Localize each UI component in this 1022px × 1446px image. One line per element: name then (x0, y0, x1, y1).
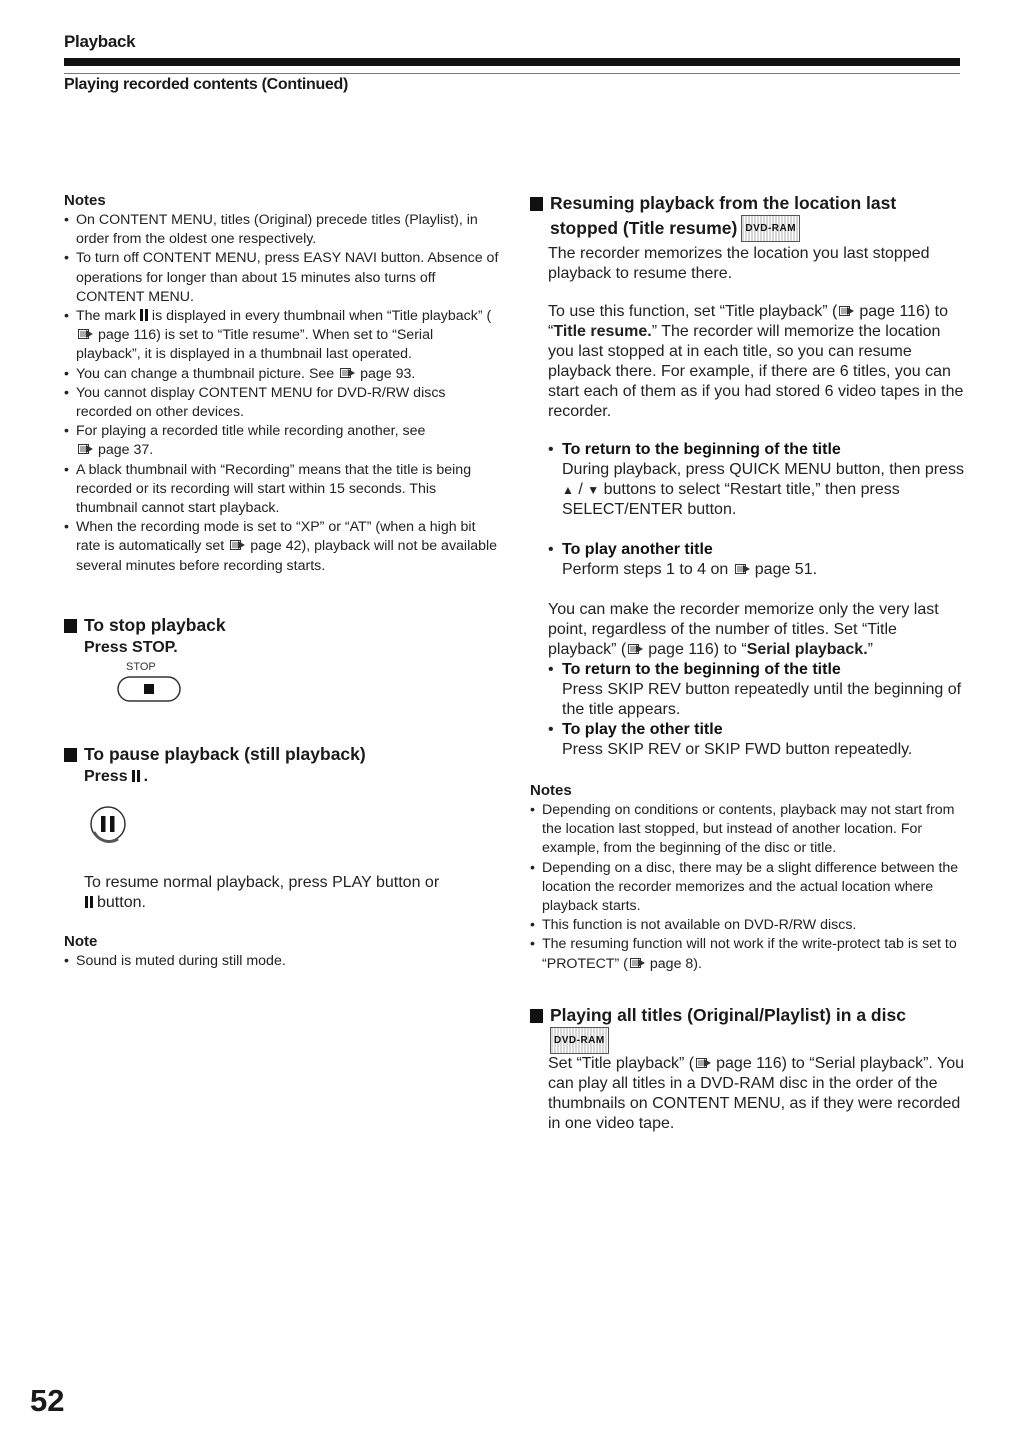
all-titles-heading: Playing all titles (Original/Playlist) in a disc DVD-RAM (530, 1004, 966, 1054)
serial-paragraph: You can make the recorder memorize only the very last point, regardless of the number of titles. Set “Title playback” ( page 116) to “Serial playback.” (548, 601, 939, 658)
header-thin-rule (64, 73, 960, 74)
section-bullet-icon (530, 197, 543, 211)
section-bullet-icon (64, 748, 77, 762)
list-item: • A black thumbnail with “Recording” means that the title is being recorded or its recording will start within 15 seconds. This thumbnail cannot start playback. (64, 461, 500, 519)
page-reference-icon (78, 328, 94, 340)
note-title: Note (64, 932, 98, 950)
page-subtitle: Playing recorded contents (Continued) (64, 76, 349, 93)
dvd-ram-badge: DVD-RAM (550, 1027, 609, 1054)
pause-mark-icon (84, 896, 94, 908)
pause-instruction: Press . (84, 767, 149, 785)
list-item: • You can change a thumbnail picture. See page 93. (64, 365, 500, 384)
list-item: • The resuming function will not work if the write-protect tab is set to “PROTECT” ( page 8). (530, 935, 966, 973)
list-item: • Depending on conditions or contents, playback may not start from the location last stopped, but instead of another location. For example, from the beginning of the disc or title. (530, 801, 966, 859)
stop-button-illustration (116, 657, 500, 713)
list-item: • To turn off CONTENT MENU, press EASY NAVI button. Absence of operations for longer than about 15 minutes also turns off CONTENT MENU. (64, 249, 500, 307)
page-reference-icon (230, 539, 246, 551)
stop-heading: To stop playback (64, 614, 500, 637)
list-item: • Sound is muted during still mode. (64, 952, 500, 971)
stop-button-label: STOP (126, 660, 156, 673)
list-item: • On CONTENT MENU, titles (Original) precede titles (Playlist), in order from the oldest one respectively. (64, 211, 500, 249)
header-rule (64, 58, 960, 66)
page-number: 52 (30, 1383, 65, 1418)
stop-instruction: Press STOP. (84, 638, 178, 656)
pause-icon (88, 804, 128, 844)
list-item: • When the recording mode is set to “XP” or “AT” (when a high bit rate is automatically set page 42), playback will not be available several minutes before recording starts. (64, 518, 500, 576)
list-item: • Depending on a disc, there may be a slight difference between the location the recorder memorizes and the actual location where playback starts. (530, 859, 966, 917)
page-reference-icon (696, 1057, 712, 1069)
pause-resume-text: To resume normal playback, press PLAY button or button. (84, 873, 440, 911)
page-reference-icon (78, 443, 94, 455)
notes-title: Notes (530, 782, 572, 799)
section-bullet-icon (64, 619, 77, 633)
pause-mark-icon (131, 770, 141, 782)
right-column (530, 192, 966, 1134)
notes-title: Notes (64, 192, 106, 209)
page-reference-icon (340, 367, 356, 379)
list-item: • To return to the beginning of the title During playback, press QUICK MENU button, then press ▲ / ▼ buttons to select “Restart title,” then press SELECT/ENTER button. (548, 441, 964, 518)
list-item: • This function is not available on DVD-R/RW discs. (530, 916, 966, 935)
list-item: • To play another title Perform steps 1 to 4 on page 51. (548, 541, 818, 578)
list-item: • For playing a recorded title while recording another, see page 37. (64, 422, 500, 460)
list-item: • You cannot display CONTENT MENU for DVD-R/RW discs recorded on other devices. (64, 384, 500, 422)
left-column (64, 192, 500, 971)
resume-paragraph: To use this function, set “Title playback” ( page 116) to “Title resume.” The recorder will memorize the location you last stopped at in each title, so you can resume playback there. For example, if there are 6 titles, you can start each of them as if you had stored 6 video tapes in the recorder. (548, 303, 964, 420)
note-list (64, 952, 500, 971)
list-item: • The mark is displayed in every thumbnail when “Title playback” (page 116) is set to “Title resume”. When set to “Serial playback”, it is displayed in a thumbnail last operated. (64, 307, 500, 365)
notes-list (64, 211, 500, 576)
resume-heading: Resuming playback from the location last stopped (Title resume) DVD-RAM (530, 192, 966, 242)
section-bullet-icon (530, 1009, 543, 1023)
stop-icon (116, 675, 182, 703)
pause-mark-icon (139, 309, 149, 321)
page-reference-icon (735, 563, 751, 575)
page-reference-icon (839, 305, 855, 317)
section-title: Playback (64, 32, 136, 51)
dvd-ram-badge: DVD-RAM (741, 215, 800, 242)
all-titles-text: Set “Title playback” ( page 116) to “Serial playback”. You can play all titles in a DVD-RAM disc in the order of the thumbnails on CONTENT MENU, as if they were recorded in one video tape. (548, 1054, 964, 1132)
list-item: • To play the other title Press SKIP REV or SKIP FWD button repeatedly. (548, 721, 913, 758)
page-reference-icon (630, 957, 646, 969)
notes-list (530, 801, 966, 974)
pause-heading: To pause playback (still playback) (64, 743, 500, 766)
list-item: • To return to the beginning of the title Press SKIP REV button repeatedly until the beginning of the title appears. (548, 661, 962, 718)
page-reference-icon (628, 643, 644, 655)
resume-intro: The recorder memorizes the location you last stopped playback to resume there. (548, 245, 930, 282)
